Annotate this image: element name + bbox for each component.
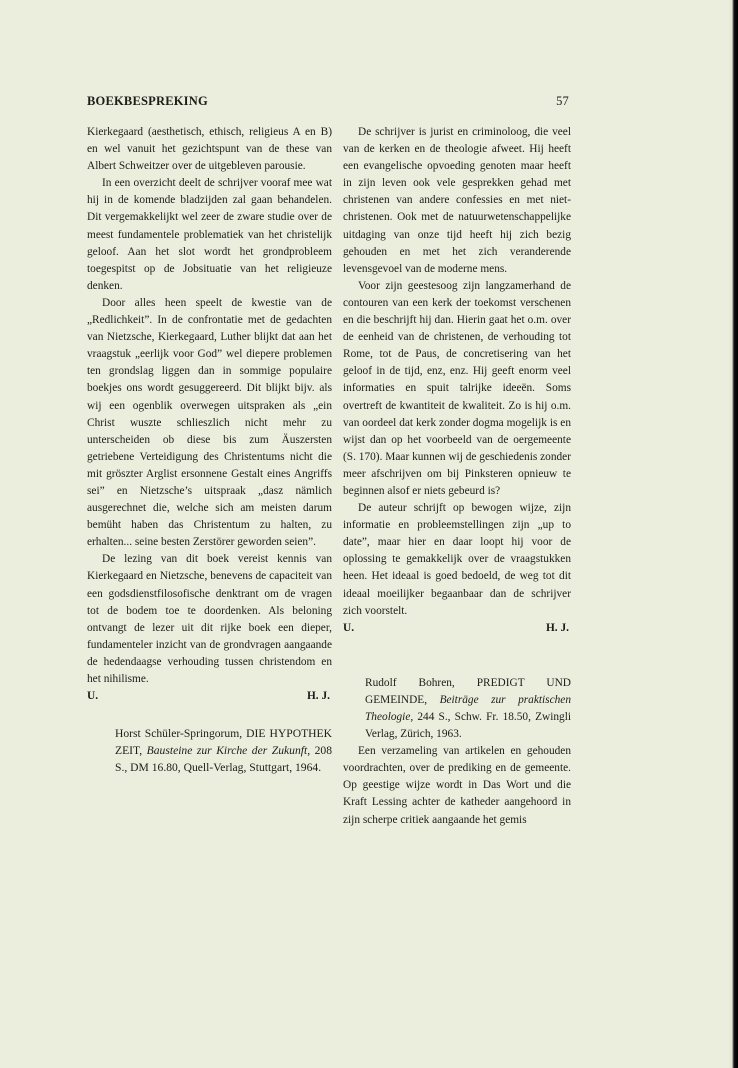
paragraph: Een verzameling van artikelen en gehouden voordrachten, over de prediking en de gemeente. Op geestige wijze wordt in Das Wort und die Kraft Lessing achter de katheder aangehoord in zijn scherpe critiek aangaande het gemis: [343, 745, 571, 826]
signature-author: H. J.: [545, 621, 569, 634]
citation-series: Beiträge zur praktischen Theologie,: [365, 693, 571, 723]
paragraph: De schrijver is jurist en criminoloog, die veel van de kerken en de theologie afweet. Hij heeft een evangelische opvoeding genoten maar heeft in zijn leven ook vele gesprekken gehad met christenen van andere confessies en met niet-christenen. Ook met de natuurwetenschappelijke uitdaging van onze tijd heeft hij zich bezig gehouden en met het zich veranderende levensgevoel van de moderne mens.: [343, 126, 571, 275]
signature-author: H. J.: [306, 690, 330, 703]
page-number: 57: [556, 94, 569, 108]
running-header: [87, 94, 569, 110]
paragraph: De lezing van dit boek vereist kennis van Kierkegaard en Nietzsche, benevens de capaciteit van een godsdienstfilosofische denktrant om de vragen tot de bodem toe te doordenken. Als beloning ontvangt de lezer uit dit rijke boek een dieper, fundamenteler inzicht van de grondvragen aangaande de hedendaagse verhouding tussen christendom en het nihilisme.: [87, 553, 332, 685]
review-signature: [343, 620, 571, 637]
citation-author: Horst Schüler-Springorum,: [115, 727, 243, 741]
citation-details: 208 S., DM 16.80, Quell-Verlag, Stuttgart, 1964.: [115, 744, 332, 775]
citation-title: DIE HYPOTHEK ZEIT,: [115, 727, 332, 758]
paragraph: De auteur schrijft op bewogen wijze, zijn informatie en probleemstellingen zijn „up to date”, maar hier en daar loopt hij voor de oplossing te gemakkelijk over de vraagstukken heen. Het ideaal is goed bedoeld, de weg tot dit ideaal moeilijker begaanbaar dan de schrijver zich voorstelt.: [343, 502, 571, 617]
signature-initial: U.: [343, 621, 355, 634]
citation-author: Rudolf Bohren,: [365, 676, 455, 689]
book-citation: [343, 675, 571, 743]
review-signature: [87, 688, 332, 705]
book-citation: [87, 725, 332, 776]
citation-title: PREDIGT UND GEMEINDE,: [365, 676, 571, 706]
citation-details: 244 S., Schw. Fr. 18.50, Zwingli Verlag, Zürich, 1963.: [365, 711, 571, 741]
paragraph: In een overzicht deelt de schrijver vooraf mee wat hij in de komende bladzijden zal gaan behandelen. Dit vergemakkelijkt wel zeer de zware studie over de meest fundamentele problematiek van het christelijk geloof. Aan het slot wordt het grondprobleem toegespitst op de Jobsituatie van het religieuze denken.: [87, 177, 332, 292]
paragraph: Kierkegaard (aesthetisch, ethisch, religieus A en B) en wel vanuit het gezichtspunt van de these van Albert Schweitzer over de uitgebleven parousie.: [87, 126, 332, 173]
paragraph: Voor zijn geestesoog zijn langzamerhand de contouren van een kerk der toekomst verschenen en die beschrijft hij dan. Hierin gaat het o.m. over de eenheid van de christenen, de verhouding tot Rome, tot de Paus, de concretisering van het geloof in de tijd, enz, enz. Hij geeft enorm veel informaties en spuit talrijke ideeën. Soms overtreft de kwantiteit de kwaliteit. Zo is hij o.m. van oordeel dat kerk zonder dogma mogelijk is en wijst dan op het voorbeeld van de oergemeente (S. 170). Maar kunnen wij de geschiedenis zonder meer afschrijven om bij Pinksteren opnieuw te beginnen alsof er niets gebeurd is?: [343, 279, 571, 497]
left-column: [87, 124, 332, 776]
signature-initial: U.: [87, 690, 99, 703]
paragraph: Door alles heen speelt de kwestie van de „Redlichkeit”. In de confrontatie met de gedachten van Nietzsche, Kierkegaard, Luther blijkt dat aan het vraagstuk „eerlijk voor God” wel diepere problemen ten grondslag liggen dan in sommige populaire boekjes ons wordt gesuggereerd. Dit blijkt bijv. als wij een ogenblik overwegen uitspraken als „ein Christ wuszte schlieszlich nicht mehr zu unterscheiden ob diese bis zum Äuszersten getriebene Verteidigung des Christentums nicht die mit gröszter Arglist ersonnene Gestalt eines Angriffs sei” en Nietzsche’s uitspraak „dasz nämlich ausgerechnet die, welche sich am meisten darum bemüht haben das Christentum zu halten, zu erhalten... seine besten Zerstörer geworden seien”.: [87, 296, 332, 549]
right-column: [343, 124, 571, 829]
page-edge-shadow: [728, 0, 738, 1068]
citation-series: Bausteine zur Kirche der Zukunft,: [146, 744, 311, 758]
running-title: BOEKBESPREKING: [87, 94, 208, 108]
